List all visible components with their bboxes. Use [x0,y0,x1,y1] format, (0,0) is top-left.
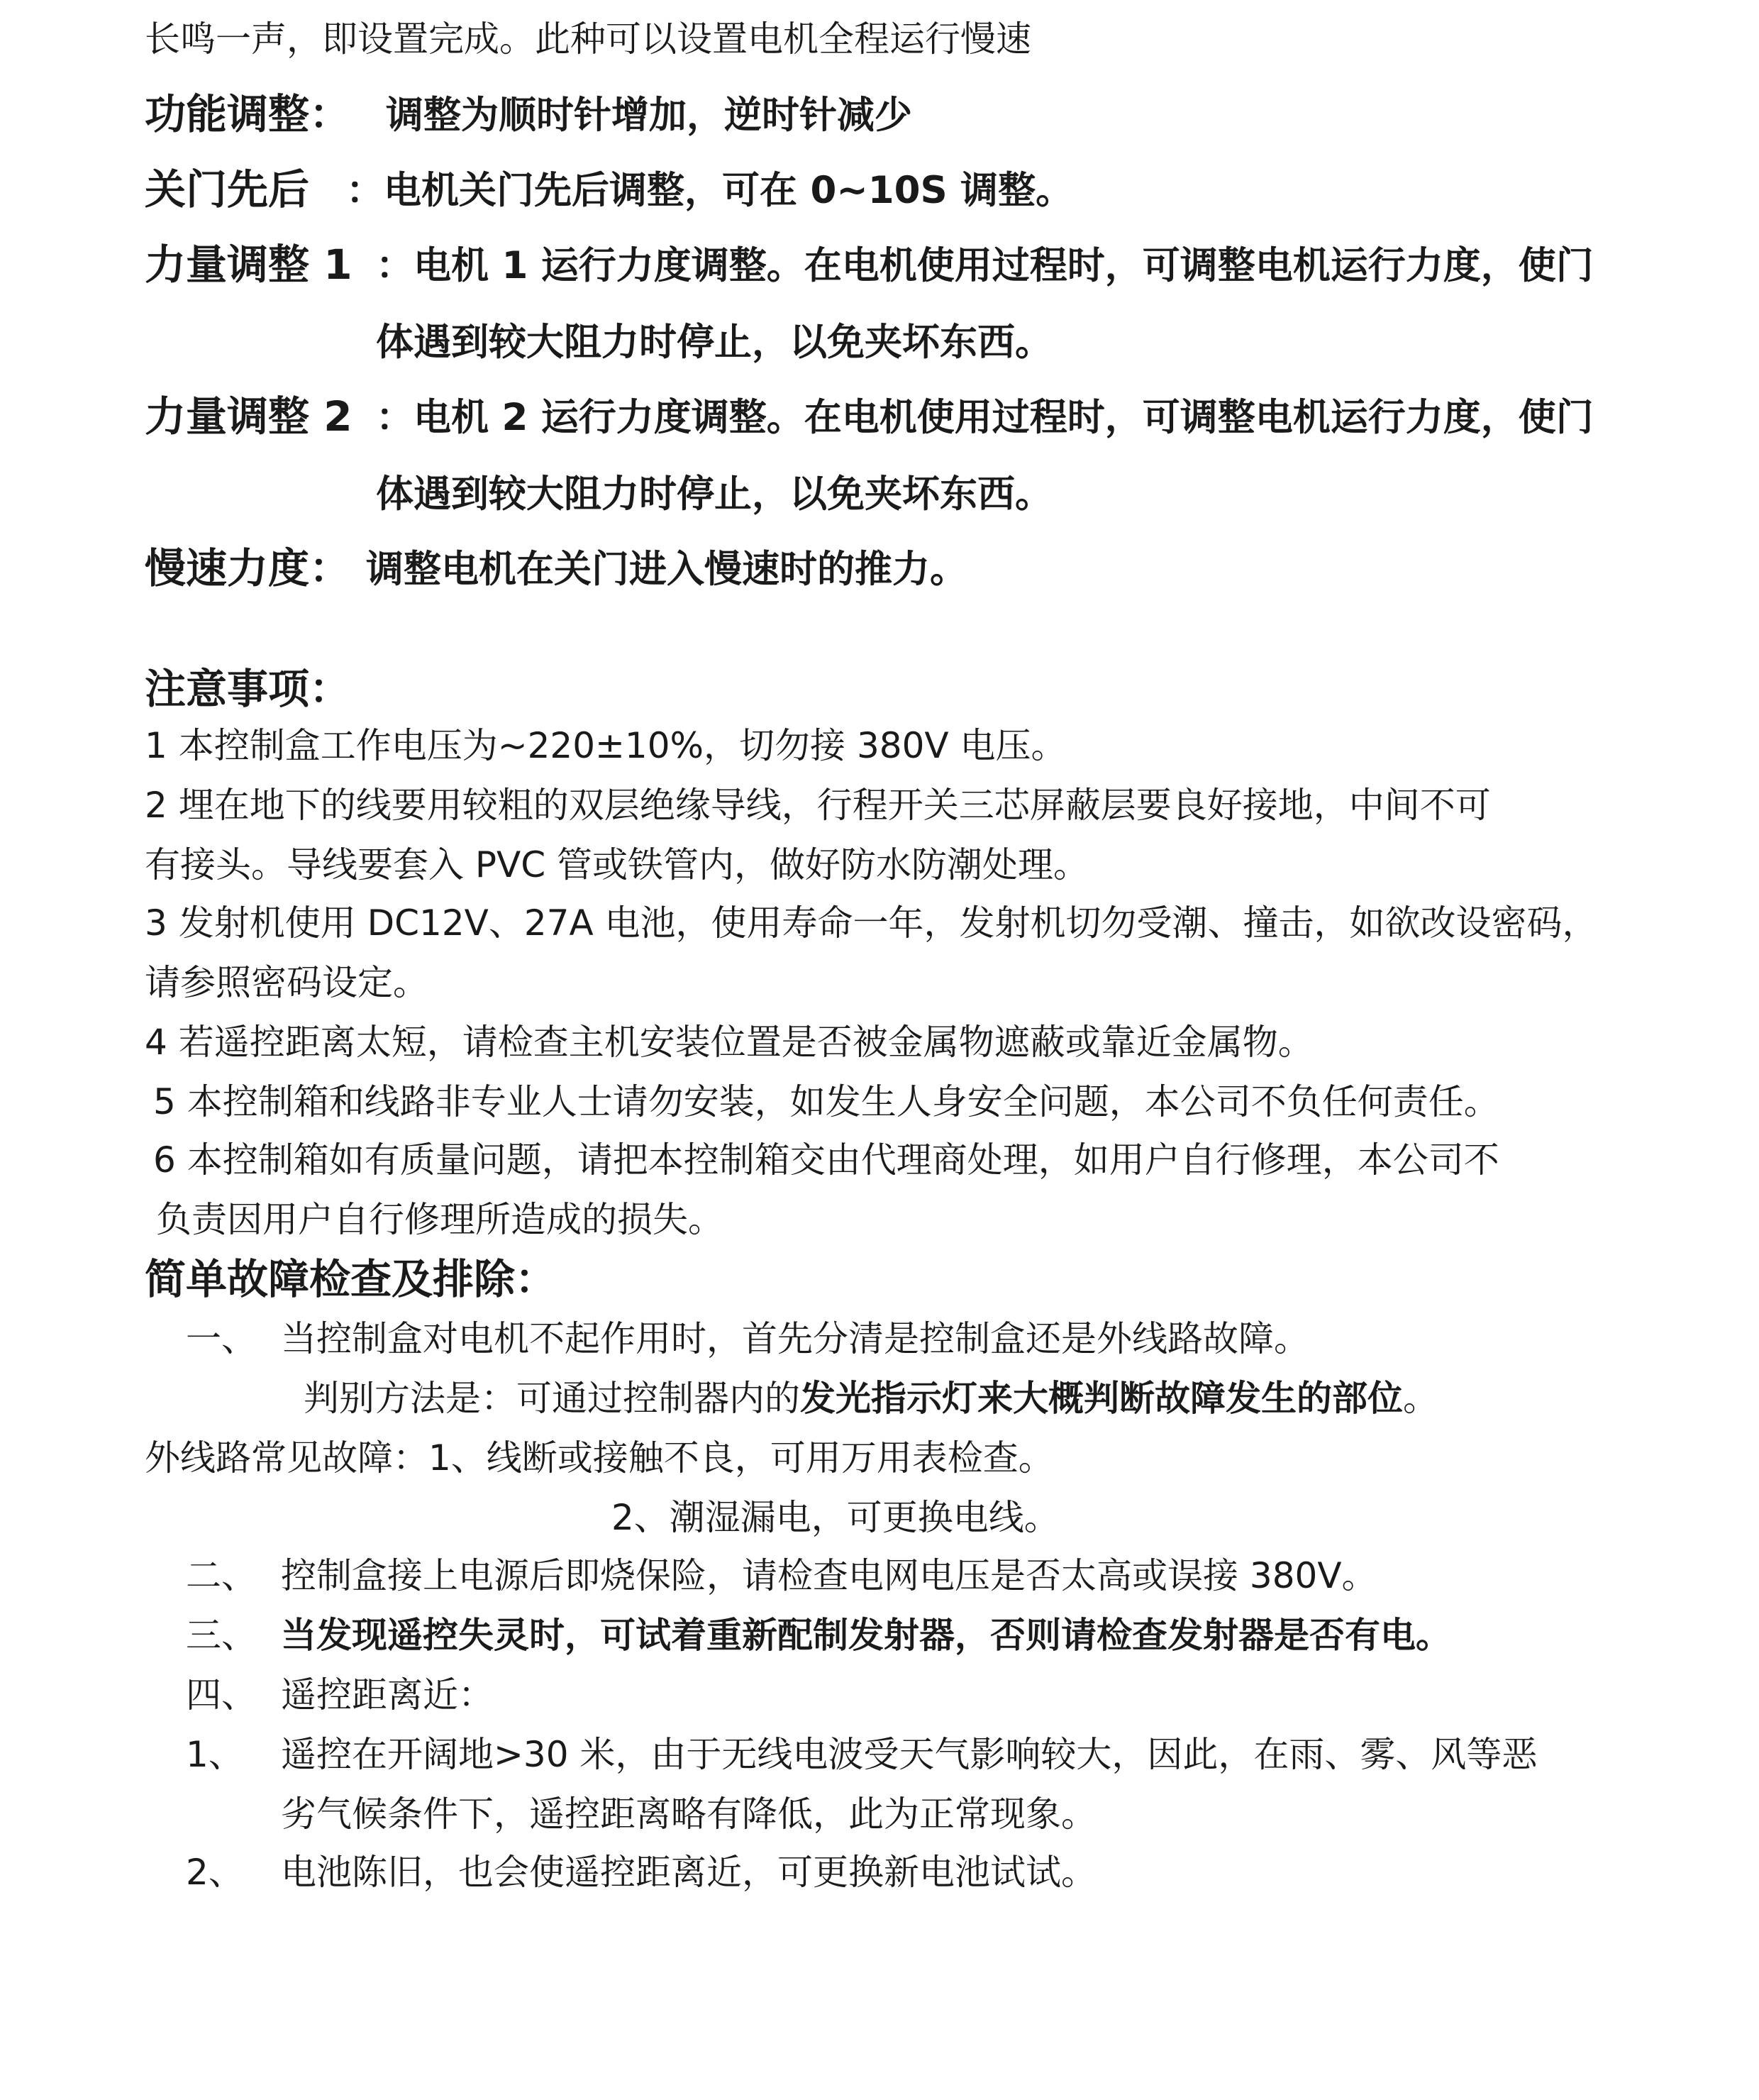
note-item-6-cont: 负责因用户自行修理所造成的损失。 [156,1199,723,1240]
note-item-3-cont: 请参照密码设定。 [145,962,428,1003]
troubleshooting-heading: 简单故障检查及排除： [145,1255,557,1303]
note-item-5: 5 本控制箱和线路非专业人士请勿安装，如发生人身安全问题，本公司不负任何责任。 [153,1081,1499,1122]
slow-force-text: 调整电机在关门进入慢速时的推力。 [366,548,967,591]
judge-suffix: 。 [1403,1378,1438,1419]
judge-highlight: 发光指示灯来大概判断故障发生的部位 [800,1378,1403,1419]
note-item-6: 6 本控制箱如有质量问题，请把本控制箱交由代理商处理，如用户自行修理，本公司不 [153,1139,1499,1181]
close-order-text: ：电机关门先后调整，可在 0~10S 调整。 [346,169,1074,212]
sub-item-2-text: 电池陈旧，也会使遥控距离近，可更换新电池试试。 [281,1852,1097,1893]
trouble-four-text: 遥控距离近： [281,1674,494,1715]
sub-item-1-number: 1、 [186,1734,244,1775]
trouble-one-number: 一、 [186,1318,257,1359]
force1-text-cont: 体遇到较大阻力时停止，以免夹坏东西。 [376,321,1053,364]
trouble-one-text: 当控制盒对电机不起作用时，首先分清是控制盒还是外线路故障。 [281,1318,1309,1359]
trouble-four-number: 四、 [186,1674,257,1715]
sub-item-1-text: 遥控在开阔地>30 米，由于无线电波受天气影响较大，因此，在雨、雾、风等恶 [281,1734,1538,1775]
trouble-three-text: 当发现遥控失灵时，可试着重新配制发射器，否则请检查发射器是否有电。 [281,1615,1451,1656]
force2-label: 力量调整 2 [145,392,353,441]
judge-prefix: 判别方法是：可通过控制器内的 [304,1378,800,1419]
sub-item-1-text-cont: 劣气候条件下，遥控距离略有降低，此为正常现象。 [281,1794,1097,1835]
note-item-3: 3 发射机使用 DC12V、27A 电池，使用寿命一年，发射机切勿受潮、撞击，如欲改设密码， [145,902,1598,944]
note-item-2: 2 埋在地下的线要用较粗的双层绝缘导线，行程开关三芯屏蔽层要良好接地，中间不可 [145,785,1491,826]
force2-text-cont: 体遇到较大阻力时停止，以免夹坏东西。 [376,472,1053,516]
force2-text: ：电机 2 运行力度调整。在电机使用过程时，可调整电机运行力度，使门 [376,396,1594,439]
intro-line: 长鸣一声，即设置完成。此种可以设置电机全程运行慢速 [145,18,1031,60]
note-item-4: 4 若遥控距离太短，请检查主机安装位置是否被金属物遮蔽或靠近金属物。 [145,1022,1314,1063]
function-adjust-label: 功能调整： [145,90,351,138]
notes-heading: 注意事项： [145,665,351,713]
function-adjust-text: 调整为顺时针增加，逆时针减少 [386,94,912,137]
trouble-two-number: 二、 [186,1555,257,1596]
close-order-label: 关门先后 [145,165,310,214]
sub-item-2-number: 2、 [186,1852,244,1893]
force1-text: ：电机 1 运行力度调整。在电机使用过程时，可调整电机运行力度，使门 [376,244,1594,287]
external-fault-2: 2、潮湿漏电，可更换电线。 [611,1497,1060,1538]
judge-method-line [304,1378,1438,1419]
trouble-three-number: 三、 [186,1615,257,1656]
note-item-2-cont: 有接头。导线要套入 PVC 管或铁管内，做好防水防潮处理。 [145,844,1089,885]
trouble-two-text: 控制盒接上电源后即烧保险，请检查电网电压是否太高或误接 380V。 [281,1555,1377,1596]
note-item-1: 1 本控制盒工作电压为~220±10%，切勿接 380V 电压。 [145,725,1067,766]
force1-label: 力量调整 1 [145,241,353,289]
external-fault-1: 外线路常见故障：1、线断或接触不良，可用万用表检查。 [145,1437,1054,1479]
slow-force-label: 慢速力度： [145,544,351,592]
